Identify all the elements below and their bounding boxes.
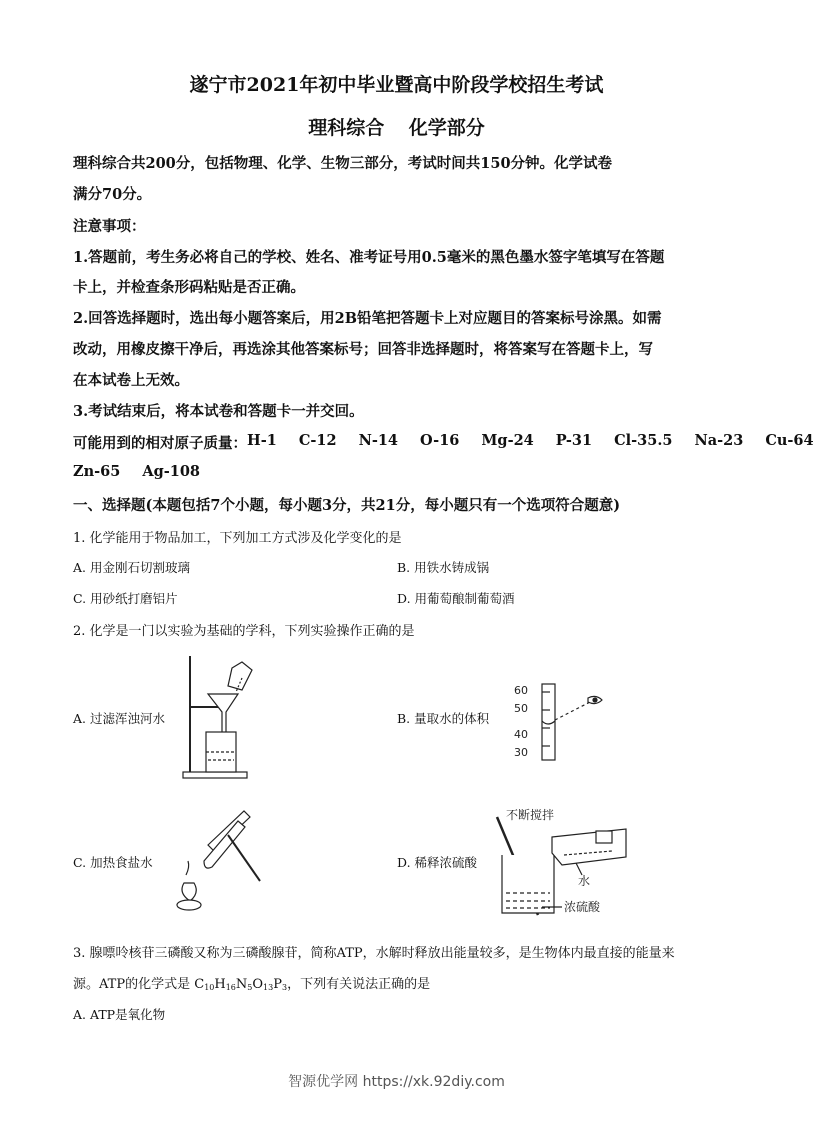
q3-stem-line-1: 3. 腺嘌呤核苷三磷酸又称为三磷酸腺苷，简称ATP，水解时释放出能量较多，是生物体内最直接的能量来: [73, 946, 675, 961]
formula-subscript: 13: [263, 983, 274, 992]
note-2-line-3: 在本试卷上无效。: [73, 372, 189, 389]
cylinder-tick: 50: [514, 702, 528, 715]
q1-stem: 1. 化学能用于物品加工，下列加工方式涉及化学变化的是: [73, 531, 402, 546]
footer-watermark: 智源优学网 https://xk.92diy.com: [288, 1074, 505, 1090]
atomic-mass-item: Cl-35.5: [614, 432, 673, 449]
diluting-acid-diagram: [492, 805, 642, 920]
atomic-mass-row-1: [73, 432, 814, 453]
note-1-line-1: 1.答题前，考生务必将自己的学校、姓名、准考证号用0.5毫米的黑色墨水签字笔填写在答题: [73, 249, 665, 266]
q2-option-d: D. 稀释浓硫酸: [397, 855, 478, 870]
q2-option-a: A. 过滤浑浊河水: [73, 711, 165, 726]
cylinder-tick: 60: [514, 684, 528, 697]
formula-subscript: 16: [225, 983, 236, 992]
atomic-mass-item: N-14: [358, 432, 399, 449]
q1-option-a: A. 用金刚石切割玻璃: [73, 560, 190, 575]
section-1-heading: 一、选择题(本题包括7个小题，每小题3分，共21分，每小题只有一个选项符合题意): [73, 497, 621, 514]
q1-option-d: D. 用葡萄酿制葡萄酒: [397, 591, 515, 606]
q2-option-c: C. 加热食盐水: [73, 855, 153, 870]
formula-subscript: 5: [247, 983, 253, 992]
notes-heading: 注意事项：: [73, 218, 146, 235]
cylinder-tick: 30: [514, 746, 528, 759]
atomic-mass-item: Zn-65: [73, 463, 121, 480]
formula-element: P: [273, 977, 282, 992]
atomic-mass-item: H-1: [247, 432, 277, 449]
atomic-mass-item: Cu-64: [765, 432, 814, 449]
atomic-mass-item: Ag-108: [142, 463, 201, 480]
measuring-cylinder-diagram: [512, 682, 622, 762]
exam-title: 遂宁市2021年初中毕业暨高中阶段学校招生考试: [189, 74, 604, 96]
exam-subtitle: 理科综合 化学部分: [308, 117, 485, 139]
q3-stem-prefix: 源。ATP的化学式是 C: [73, 977, 205, 992]
atomic-mass-item: Mg-24: [481, 432, 534, 449]
note-1-line-2: 卡上，并检查条形码粘贴是否正确。: [73, 279, 305, 296]
note-3: 3.考试结束后，将本试卷和答题卡一并交回。: [73, 403, 364, 420]
q2-option-b: B. 量取水的体积: [397, 711, 490, 726]
filtration-apparatus-diagram: [180, 652, 260, 782]
note-2-line-2: 改动，用橡皮擦干净后，再选涂其他答案标号；回答非选择题时，将答案写在答题卡上，写: [73, 341, 653, 358]
cylinder-tick: 40: [514, 728, 528, 741]
atomic-mass-label: 可能用到的相对原子质量：: [73, 435, 247, 452]
q1-option-b: B. 用铁水铸成锅: [397, 560, 490, 575]
q3-option-a: A. ATP是氧化物: [73, 1007, 166, 1022]
intro-line-2: 满分70分。: [73, 186, 152, 203]
atomic-mass-item: Na-23: [694, 432, 744, 449]
atomic-mass-item: O-16: [420, 432, 460, 449]
q3-stem-line-2: [73, 973, 430, 992]
q3-stem-suffix: ，下列有关说法正确的是: [287, 977, 431, 992]
intro-line-1: 理科综合共200分，包括物理、化学、生物三部分，考试时间共150分钟。化学试卷: [73, 155, 613, 172]
q1-option-c: C. 用砂纸打磨铝片: [73, 591, 178, 606]
atomic-mass-item: C-12: [298, 432, 337, 449]
water-label: 水: [578, 874, 591, 888]
atomic-mass-row-2: [73, 463, 200, 480]
formula-element: O: [252, 977, 264, 992]
atomic-mass-item: P-31: [555, 432, 593, 449]
formula-subscript: 10: [204, 983, 215, 992]
q2-stem: 2. 化学是一门以实验为基础的学科，下列实验操作正确的是: [73, 624, 415, 639]
formula-subscript: 3: [281, 983, 288, 992]
note-2-line-1: 2.回答选择题时，选出每小题答案后，用2B铅笔把答题卡上对应题目的答案标号涂黑。如需: [73, 310, 662, 327]
acid-label: 浓硫酸: [564, 900, 601, 914]
formula-element: H: [214, 977, 226, 992]
formula-element: N: [235, 977, 248, 992]
stir-label: 不断搅拌: [506, 808, 555, 822]
heating-test-tube-diagram: [168, 805, 268, 915]
